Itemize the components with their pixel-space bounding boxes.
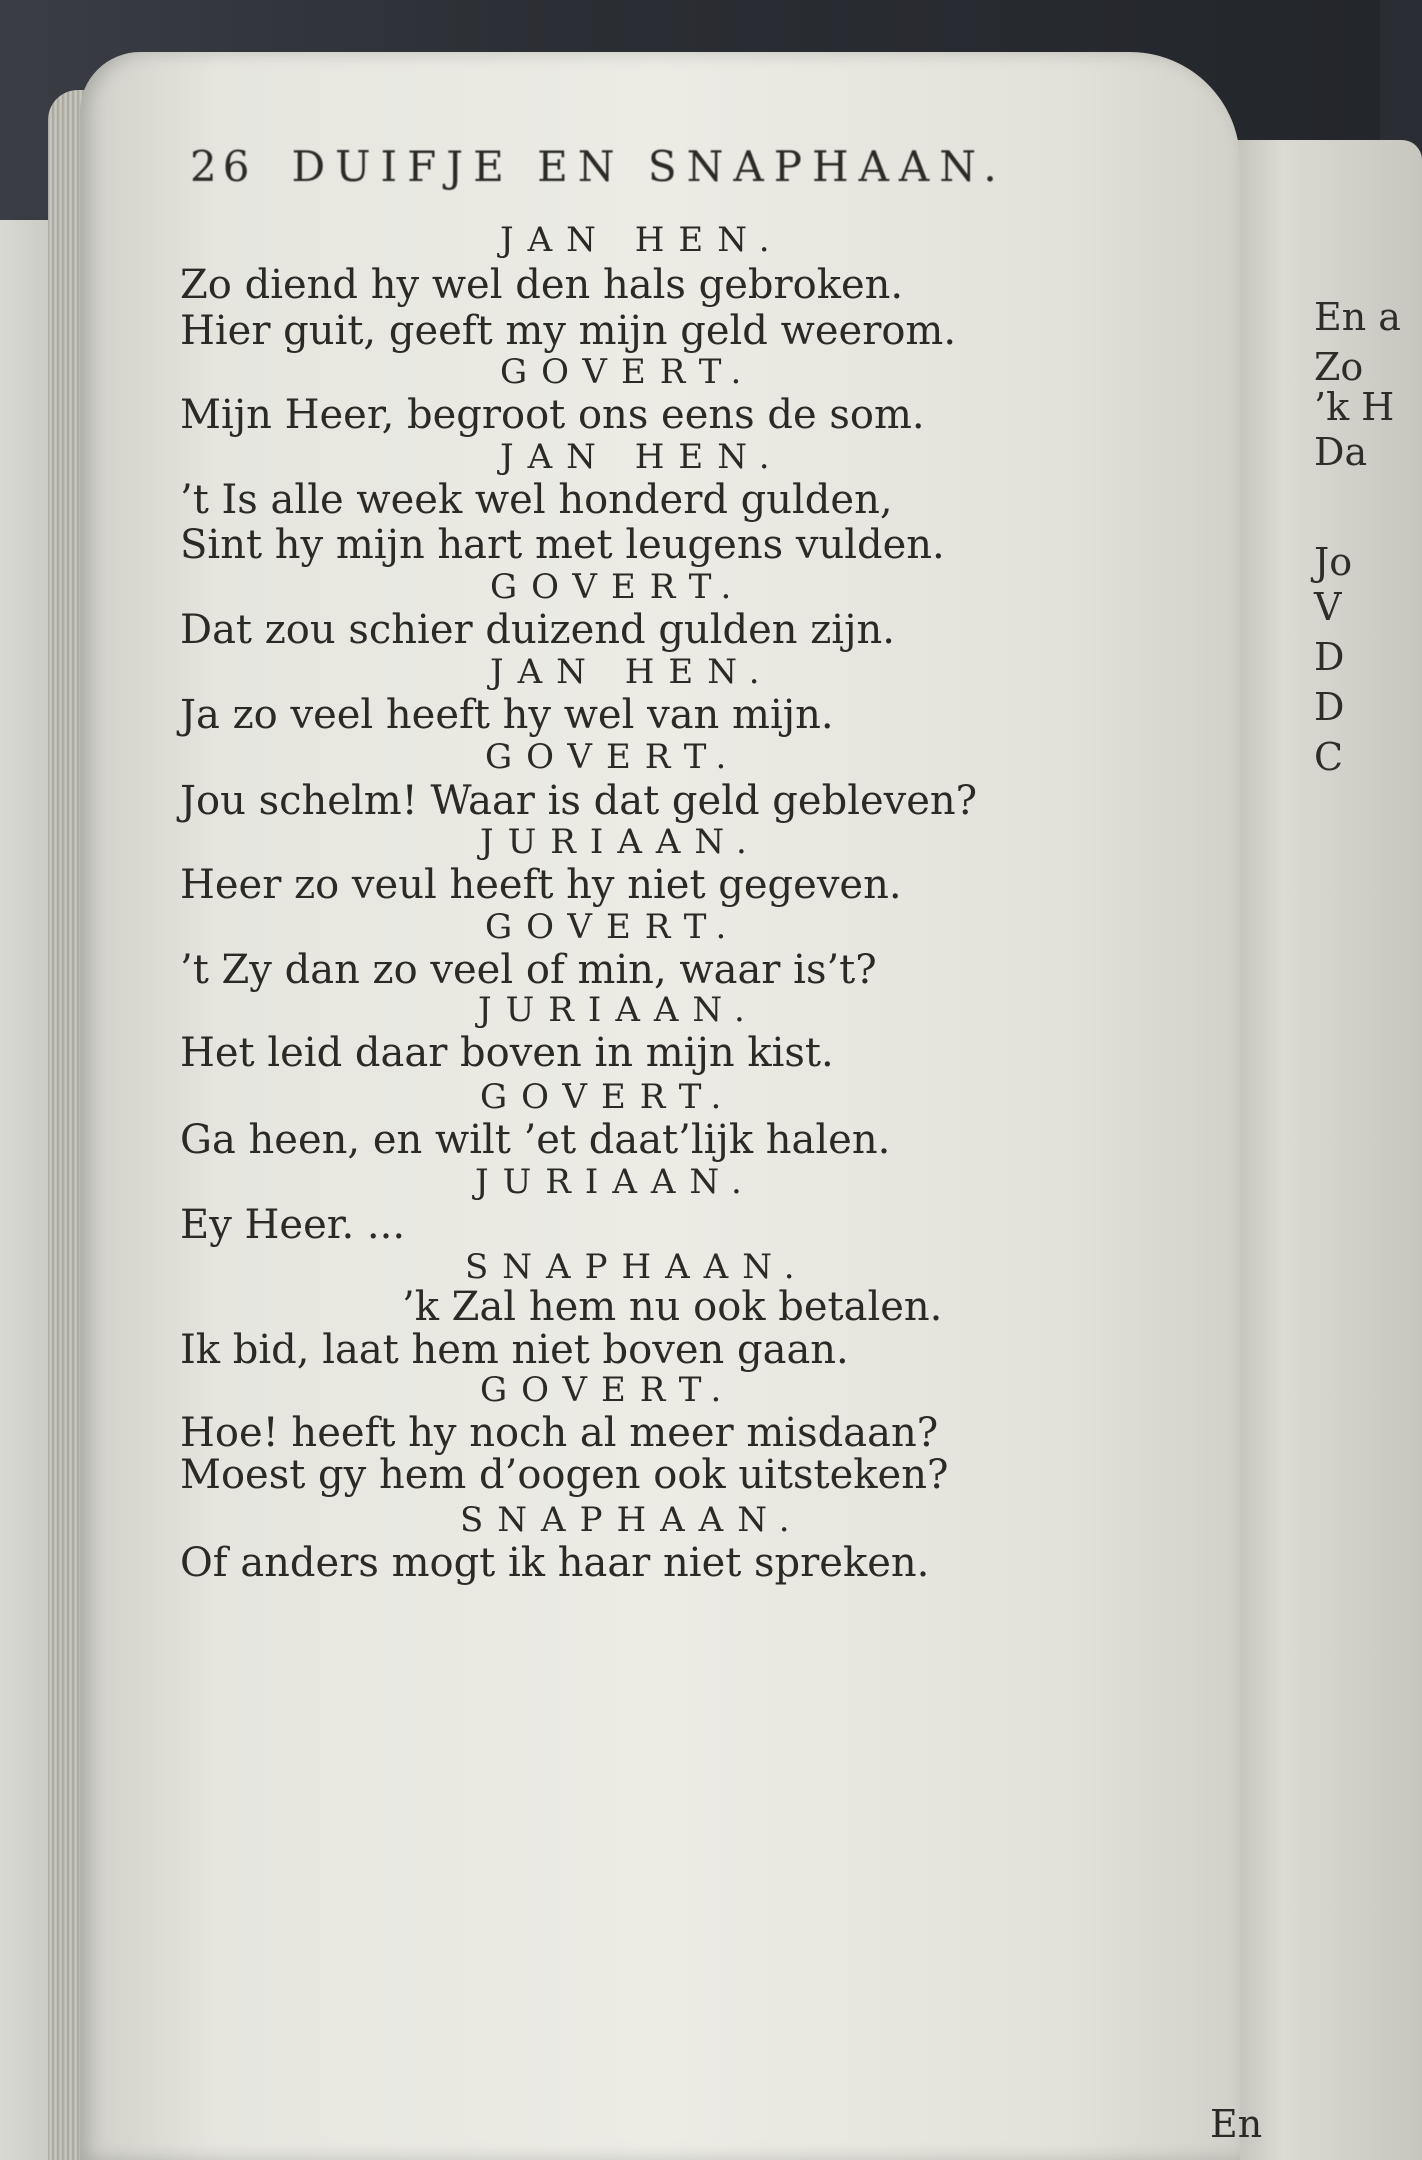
speaker-name: JAN HEN. [500, 437, 784, 477]
verse-line: Hoe! heeft hy noch al meer misdaan? [180, 1410, 939, 1456]
verse-line: Ik bid, laat hem niet boven gaan. [180, 1327, 849, 1373]
verse-line: Jou schelm! Waar is dat geld gebleven? [180, 778, 978, 824]
speaker-name: GOVERT. [480, 1370, 736, 1410]
verse-line: Ga heen, en wilt ’et daat’lijk halen. [180, 1117, 891, 1163]
verse-line: Heer zo veul heeft hy niet gegeven. [180, 862, 902, 908]
speaker-name: JURIAAN. [478, 990, 759, 1030]
facing-page-fragment: Zo [1314, 345, 1364, 389]
verse-line: Ja zo veel heeft hy wel van mijn. [180, 692, 834, 738]
verse-line: Ey Heer. ... [180, 1202, 406, 1248]
speaker-name: JURIAAN. [475, 1162, 756, 1202]
verse-line: Zo diend hy wel den hals gebroken. [180, 262, 904, 308]
speaker-name: JAN HEN. [500, 220, 784, 260]
verse-line: Moest gy hem d’oogen ook uitsteken? [180, 1452, 949, 1498]
verse-line: Het leid daar boven in mijn kist. [180, 1030, 834, 1076]
verse-line: ’t Is alle week wel honderd gulden, [180, 477, 893, 523]
book-page [80, 52, 1263, 2160]
running-title: DUIFJE EN SNAPHAAN. [291, 142, 1007, 191]
facing-page-fragment: V [1314, 585, 1342, 629]
facing-page-fragment: Jo [1314, 540, 1353, 584]
speaker-name: JURIAAN. [480, 822, 761, 862]
verse-line: Mijn Heer, begroot ons eens de som. [180, 392, 925, 438]
verse-line: Dat zou schier duizend gulden zijn. [180, 607, 895, 653]
speaker-name: GOVERT. [490, 567, 746, 607]
speaker-name: GOVERT. [480, 1077, 736, 1117]
speaker-name: GOVERT. [500, 352, 756, 392]
facing-page-fragment: ’k H [1314, 385, 1395, 429]
speaker-name: JAN HEN. [490, 652, 774, 692]
facing-page-fragment: D [1314, 635, 1345, 679]
verse-line: ’t Zy dan zo veel of min, waar is’t? [180, 947, 877, 993]
verse-line: Sint hy mijn hart met leugens vulden. [180, 522, 945, 568]
facing-page-fragment: En a [1314, 295, 1401, 339]
speaker-name: GOVERT. [485, 907, 741, 947]
speaker-name: SNAPHAAN. [460, 1500, 804, 1540]
verse-line: Of anders mogt ik haar niet spreken. [180, 1540, 930, 1586]
running-header [190, 142, 1230, 191]
facing-page-fragment: Da [1314, 430, 1368, 474]
catchword: En [1210, 2102, 1263, 2146]
facing-page-fragment: C [1314, 735, 1344, 779]
page-number: 26 [190, 142, 256, 191]
facing-page-fragment: D [1314, 685, 1345, 729]
speaker-name: GOVERT. [485, 737, 741, 777]
facing-page [1222, 140, 1422, 2160]
verse-line: ’k Zal hem nu ook betalen. [402, 1284, 943, 1330]
verse-line: Hier guit, geeft my mijn geld weerom. [180, 308, 957, 354]
speaker-name: SNAPHAAN. [465, 1247, 809, 1287]
